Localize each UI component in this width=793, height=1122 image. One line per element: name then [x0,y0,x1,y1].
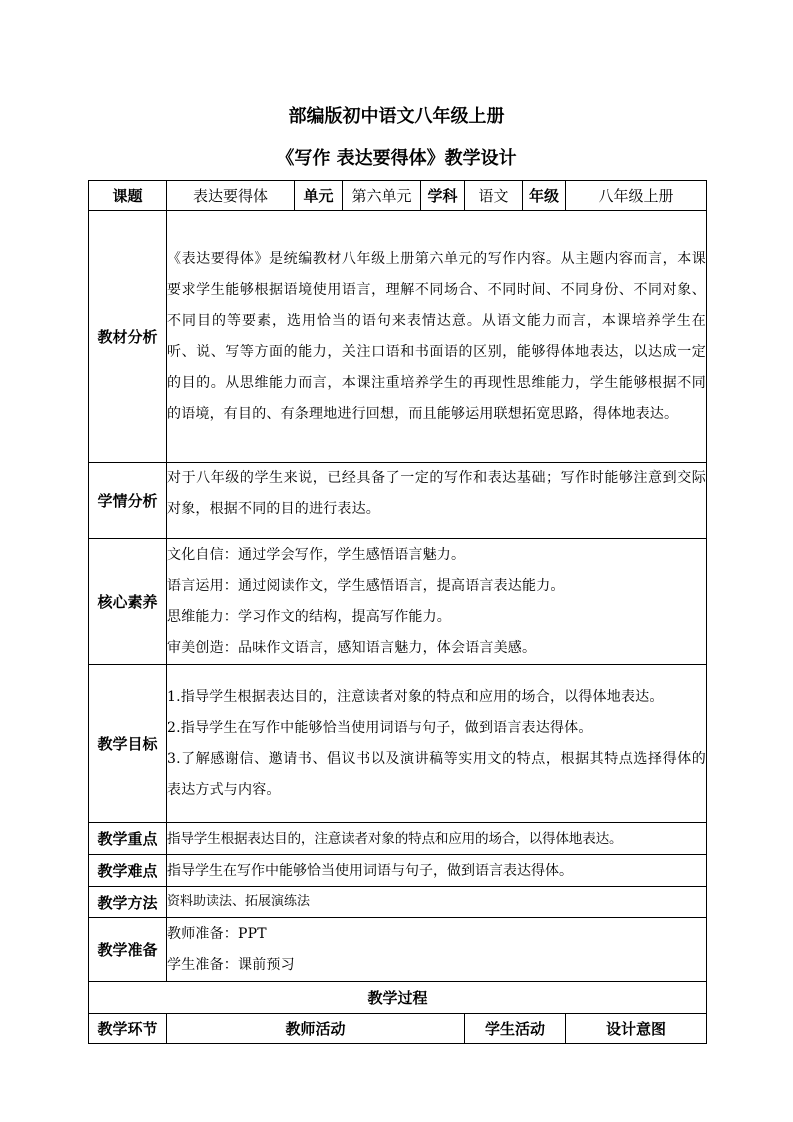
teaching-goal-item: 3.了解感谢信、邀请书、倡议书以及演讲稿等实用文的特点，根据其特点选择得体的表达方式与内容。 [167,750,706,798]
subject-label: 学科 [421,181,465,211]
key-points-row [89,823,707,855]
process-col-student: 学生活动 [465,1014,566,1044]
preparation-content [167,918,707,982]
process-header-row [89,1014,707,1044]
teaching-goal-item: 2.指导学生在写作中能够恰当使用词语与句子，做到语言表达得体。 [167,719,593,736]
teaching-goal-item: 1.指导学生根据表达目的，注意读者对象的特点和应用的场合，以得体地表达。 [167,688,664,705]
methods-label: 教学方法 [89,887,167,918]
textbook-analysis-label: 教材分析 [89,211,167,463]
core-literacy-item: 语言运用：通过阅读作文，学生感悟语言，提高语言表达能力。 [167,577,565,594]
preparation-label: 教学准备 [89,918,167,982]
core-literacy-label: 核心素养 [89,539,167,665]
difficulties-row [89,855,707,887]
core-literacy-content [167,539,707,665]
course-value: 表达要得体 [167,181,295,211]
teaching-goals-label: 教学目标 [89,665,167,823]
teaching-goals-content [167,665,707,823]
unit-value: 第六单元 [343,181,421,211]
student-analysis-text: 对于八年级的学生来说，已经具备了一定的写作和表达基础；写作时能够注意到交际对象，根据不同的目的进行表达。 [167,463,707,539]
key-points-text: 指导学生根据表达目的，注意读者对象的特点和应用的场合，以得体地表达。 [167,823,707,855]
key-points-label: 教学重点 [89,823,167,855]
difficulties-label: 教学难点 [89,855,167,887]
core-literacy-item: 文化自信：通过学会写作，学生感悟语言魅力。 [167,546,466,563]
lesson-plan-table [88,180,707,1044]
core-literacy-row [89,539,707,665]
textbook-analysis-text: 《表达要得体》是统编教材八年级上册第六单元的写作内容。从主题内容而言，本课要求学生能够根据语境使用语言，理解不同场合、不同时间、不同身份、不同对象、不同目的等要素，选用恰当的语句来表情达意。从语文能力而言，本课培养学生在听、说、写等方面的能力，关注口语和书面语的区别，能够得体地表达，以达成一定的目的。从思维能力而言，本课注重培养学生的再现性思维能力，学生能够根据不同的语境，有目的、有条理地进行回想，而且能够运用联想拓宽思路，得体地表达。 [167,211,707,463]
grade-label: 年级 [523,181,566,211]
student-analysis-label: 学情分析 [89,463,167,539]
subject-value: 语文 [465,181,523,211]
document-subtitle: 《写作 表达要得体》教学设计 [276,148,517,169]
textbook-analysis-row [89,211,707,463]
process-title: 教学过程 [89,982,707,1014]
preparation-item: 教师准备：PPT [167,925,267,942]
preparation-item: 学生准备：课前预习 [167,956,295,973]
core-literacy-item: 审美创造：品味作文语言，感知语言魅力，体会语言美感。 [167,639,537,656]
methods-text: 资料助读法、拓展演练法 [167,887,707,918]
document-title: 部编版初中语文八年级上册 [288,106,505,127]
process-title-row [89,982,707,1014]
preparation-row [89,918,707,982]
core-literacy-item: 思维能力：学习作文的结构，提高写作能力。 [167,608,451,625]
process-col-teacher: 教师活动 [167,1014,465,1044]
difficulties-text: 指导学生在写作中能够恰当使用词语与句子，做到语言表达得体。 [167,855,707,887]
course-label: 课题 [89,181,167,211]
header-row [89,181,707,211]
process-col-stage: 教学环节 [89,1014,167,1044]
student-analysis-row [89,463,707,539]
methods-row [89,887,707,918]
unit-label: 单元 [295,181,343,211]
grade-value: 八年级上册 [566,181,707,211]
teaching-goals-row [89,665,707,823]
process-col-intent: 设计意图 [566,1014,707,1044]
